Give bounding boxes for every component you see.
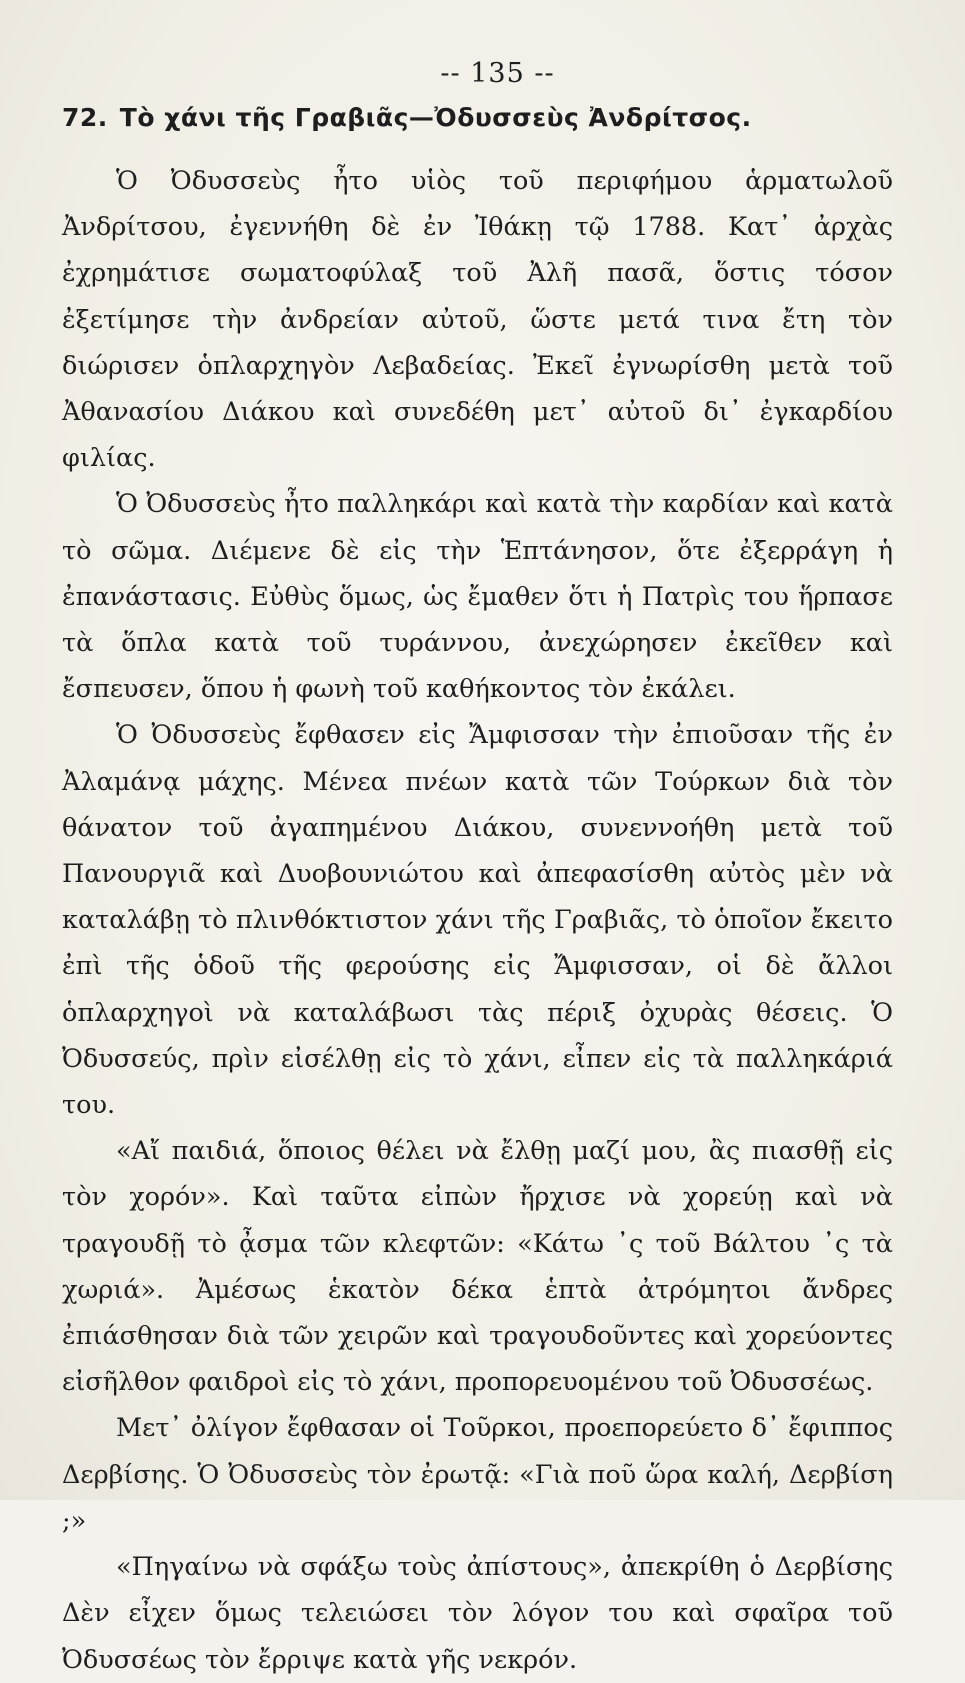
page-number: -- 135 -- bbox=[440, 58, 555, 89]
paragraph-5: Μετ᾽ ὀλίγον ἔφθασαν οἱ Τοῦρκοι, προεπορεύετο δ᾽ ἔφιππος Δερβίσης. Ὁ Ὀδυσσεὺς τὸν ἐρωτᾷ: «Γιὰ ποῦ ὥρα καλή, Δερβίση ;» bbox=[62, 1413, 893, 1536]
paragraph-1: Ὁ Ὀδυσσεὺς ἦτο υἱὸς τοῦ περιφήμου ἁρματωλοῦ Ἀνδρίτσου, ἐγεννήθη δὲ ἐν Ἰθάκῃ τῷ 1788. Κατ᾽ ἀρχὰς ἐχρημάτισε σωματοφύλαξ τοῦ Ἀλῆ πασᾶ, ὅστις τόσον ἐξετίμησε τὴν ἀνδρείαν αὐτοῦ, ὥστε μετά τινα ἔτη τὸν διώρισεν ὁπλαρχηγὸν Λεβαδείας. Ἐκεῖ ἐγνωρίσθη μετὰ τοῦ Ἀθανασίου Διάκου καὶ συνεδέθη μετ᾽ αὐτοῦ δι᾽ ἐγκαρδίου φιλίας. bbox=[62, 166, 893, 474]
chapter-title: Τὸ χάνι τῆς Γραβιᾶς—Ὀδυσσεὺς Ἀνδρίτσος. bbox=[119, 103, 752, 132]
chapter-heading bbox=[62, 103, 893, 132]
paragraph-4: «Αἴ παιδιά, ὅποιος θέλει νὰ ἔλθῃ μαζί μου, ἂς πιασθῇ εἰς τὸν χορόν». Καὶ ταῦτα εἰπὼν ἤρχισε νὰ χορεύῃ καὶ νὰ τραγουδῇ τὸ ᾆσμα τῶν κλεφτῶν: «Κάτω ᾽ς τοῦ Βάλτου ᾽ς τὰ χωριά». Ἀμέσως ἑκατὸν δέκα ἑπτὰ ἀτρόμητοι ἄνδρες ἐπιάσθησαν διὰ τῶν χειρῶν καὶ τραγουδοῦντες καὶ χορεύοντες εἰσῆλθον φαιδροὶ εἰς τὸ χάνι, προπορευομένου τοῦ Ὀδυσσέως. bbox=[62, 1136, 893, 1398]
paragraph-3: Ὁ Ὀδυσσεὺς ἔφθασεν εἰς Ἄμφισσαν τὴν ἐπιοῦσαν τῆς ἐν Ἀλαμάνᾳ μάχης. Μένεα πνέων κατὰ τῶν Τούρκων διὰ τὸν θάνατον τοῦ ἀγαπημένου Διάκου, συνεννοήθη μετὰ τοῦ Πανουργιᾶ καὶ Δυοβουνιώτου καὶ ἀπεφασίσθη αὐτὸς μὲν νὰ καταλάβῃ τὸ πλινθόκτιστον χάνι τῆς Γραβιᾶς, τὸ ὁποῖον ἔκειτο ἐπὶ τῆς ὁδοῦ τῆς φερούσης εἰς Ἄμφισσαν, οἱ δὲ ἄλλοι ὁπλαρχηγοὶ νὰ καταλάβωσι τὰς πέριξ ὀχυρὰς θέσεις. Ὁ Ὀδυσσεύς, πρὶν εἰσέλθῃ εἰς τὸ χάνι, εἶπεν εἰς τὰ παλληκάριά του. bbox=[62, 720, 893, 1121]
paragraph-6: «Πηγαίνω νὰ σφάξω τοὺς ἀπίστους», ἀπεκρίθη ὁ Δερβίσης Δὲν εἶχεν ὅμως τελειώσει τὸν λόγον του καὶ σφαῖρα τοῦ Ὀδυσσέως τὸν ἔρριψε κατὰ γῆς νεκρόν. bbox=[62, 1552, 893, 1675]
paragraph-2: Ὁ Ὀδυσσεὺς ἦτο παλληκάρι καὶ κατὰ τὴν καρδίαν καὶ κατὰ τὸ σῶμα. Διέμενε δὲ εἰς τὴν Ἑπτάνησον, ὅτε ἐξερράγη ἡ ἐπανάστασις. Εὐθὺς ὅμως, ὡς ἔμαθεν ὅτι ἡ Πατρὶς του ἥρπασε τὰ ὅπλα κατὰ τοῦ τυράννου, ἀνεχώρησεν ἐκεῖθεν καὶ ἔσπευσεν, ὅπου ἡ φωνὴ τοῦ καθήκοντος τὸν ἐκάλει. bbox=[62, 489, 893, 705]
chapter-number: 72. bbox=[62, 103, 108, 132]
